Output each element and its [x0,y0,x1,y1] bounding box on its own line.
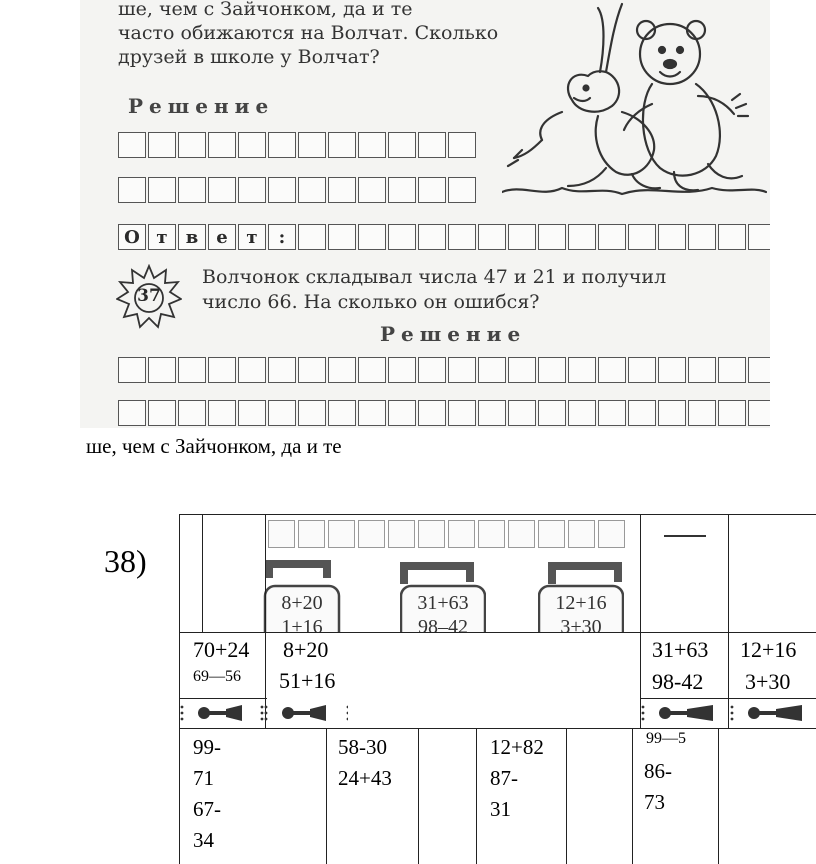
table-row-divider [179,698,267,699]
table-divider [566,728,567,864]
table-divider [640,514,641,728]
row2-cell4 [644,756,672,818]
table-divider [265,514,266,728]
table-divider [418,728,419,864]
table-divider [476,728,477,864]
solution-grid-row-2 [118,177,478,203]
briefcase-1-text: 8+20 [281,592,323,614]
row2-cell2-line: 24+43 [338,766,392,790]
table-divider [632,728,633,864]
answer-letter: т [238,224,266,250]
problem-37-line-2: число 66. На сколько он ошибся? [202,291,540,313]
picture-cell-strip [268,520,638,550]
table-top-border [179,514,816,515]
key-icon [641,703,725,723]
row2-cell1-line: 99- [193,735,221,759]
table-divider [718,728,719,864]
table-row-divider [179,728,816,729]
row2-cell1-line: 71 [193,766,214,790]
answer-dash [664,535,706,537]
row2-cell1-line: 67- [193,797,221,821]
row1-cell4-line1: 12+16 [740,637,797,662]
solution-grid-row-1 [118,132,478,158]
answer-letter: т [148,224,176,250]
row1-cell1-line1: 70+24 [193,637,250,662]
row1-cell2-line1: 8+20 [283,637,329,662]
row1-cell3-line1: 31+63 [652,637,709,662]
typed-text-line: ше, чем с Зайчонком, да и те [86,434,342,458]
briefcase-2-text-2: 98–42 [418,616,468,632]
answer-row [118,224,770,250]
row1-cell4-line2: 3+30 [745,669,791,694]
briefcase-1 [263,560,341,632]
briefcase-1-text-2: 1+16 [281,616,323,632]
solution-heading-2: Решение [380,322,527,346]
row2-cell4-small: 99—5 [646,730,686,747]
task-number: 38) [104,543,147,579]
row2-cell4-line: 73 [644,790,665,814]
row1-cell1-line2: 69—56 [193,668,241,685]
table-row-divider [179,632,816,633]
row2-cell3-line: 87- [490,766,518,790]
table-divider [326,728,327,864]
problem-37-text [202,265,666,315]
answer-letter: в [178,224,206,250]
briefcase-3-text-2: 3+30 [560,616,602,632]
table-divider [202,514,203,632]
table-divider [728,514,729,728]
row1-cell3-line2: 98-42 [652,669,704,694]
rabbit-bear-illustration [502,0,767,205]
briefcase-2 [400,560,486,632]
problem-37-line-1: Волчонок складывал числа 47 и 21 и получил [202,266,667,288]
key-icon [180,703,264,723]
problem-36-line-1: ше, чем с Зайчонком, да и те [118,0,413,20]
answer-letter: О [118,224,146,250]
key-icon [730,703,814,723]
workbook-scan [80,0,770,428]
row2-cell3-line: 31 [490,797,511,821]
key-icon [264,703,348,723]
solution-heading-1: Решение [128,94,275,118]
table-row-divider [640,698,816,699]
problem-number: 37 [137,286,161,306]
answer-letter: е [208,224,236,250]
row2-cell3-line: 12+82 [490,735,544,759]
problem-36-line-3: друзей в школе у Волчат? [118,46,380,68]
row2-cell1-line: 34 [193,828,214,852]
solution-grid-row-4 [118,400,770,426]
problem-36-text [118,0,498,69]
briefcase-2-text: 31+63 [417,592,469,614]
table-left-border [179,514,180,864]
briefcase-3 [538,560,624,632]
solution-grid-row-3 [118,357,770,383]
row2-cell3 [490,732,544,825]
row2-cell4-line: 86- [644,759,672,783]
briefcase-3-text: 12+16 [555,592,607,614]
row2-cell1 [193,732,221,856]
row2-cell2-line: 58-30 [338,735,387,759]
row2-cell2 [338,732,392,794]
answer-letter: : [268,224,296,250]
problem-36-line-2: часто обижаются на Волчат. Сколько [118,22,499,44]
row1-cell2-line2: 51+16 [279,668,336,693]
